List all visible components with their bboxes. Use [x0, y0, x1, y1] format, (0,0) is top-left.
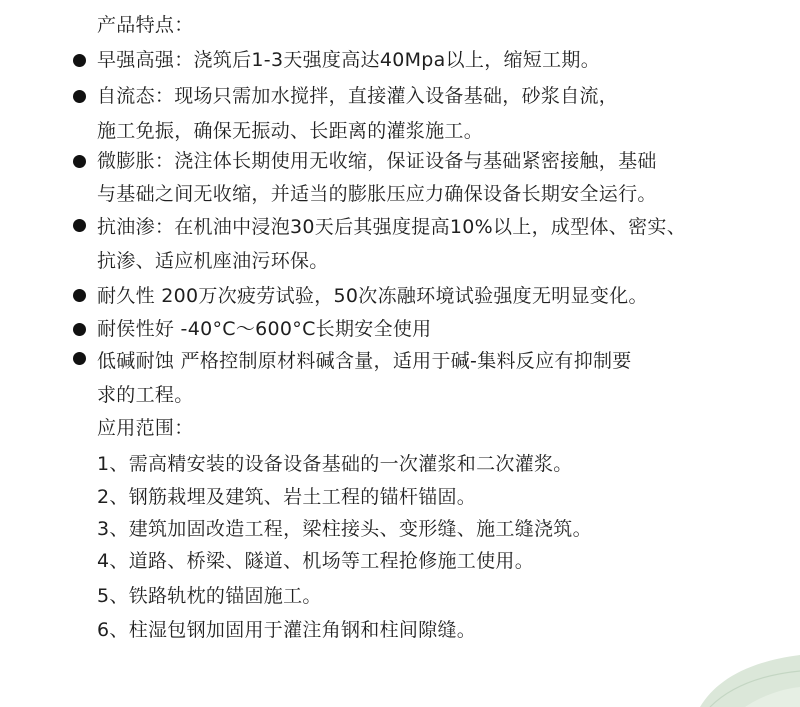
features-heading: 产品特点：: [97, 14, 194, 36]
bullet-icon: [73, 90, 86, 103]
feature-line: 耐侯性好 -40°C～600°C长期安全使用: [97, 318, 432, 340]
feature-line: 早强高强：浇筑后1-3天强度高达40Mpa以上，缩短工期。: [97, 49, 601, 71]
application-item: 5、铁路轨枕的锚固施工。: [97, 585, 322, 607]
application-item: 6、柱湿包钢加固用于灌注角钢和柱间隙缝。: [97, 619, 477, 641]
bullet-icon: [73, 289, 86, 302]
bullet-icon: [73, 352, 86, 365]
feature-line: 微膨胀：浇注体长期使用无收缩，保证设备与基础紧密接触，基础: [97, 150, 657, 172]
feature-line: 施工免振，确保无振动、长距离的灌浆施工。: [97, 120, 484, 142]
application-item: 4、道路、桥梁、隧道、机场等工程抢修施工使用。: [97, 550, 534, 572]
feature-line: 抗渗、适应机座油污环保。: [97, 250, 329, 272]
application-item: 3、建筑加固改造工程，梁柱接头、变形缝、施工缝浇筑。: [97, 518, 592, 540]
bullet-icon: [73, 219, 86, 232]
applications-heading: 应用范围：: [97, 417, 194, 439]
feature-line: 求的工程。: [97, 384, 194, 406]
application-item: 1、需高精安装的设备设备基础的一次灌浆和二次灌浆。: [97, 453, 573, 475]
bullet-icon: [73, 54, 86, 67]
bullet-icon: [73, 323, 86, 336]
bullet-icon: [73, 155, 86, 168]
feature-line: 耐久性 200万次疲劳试验，50次冻融环境试验强度无明显变化。: [97, 285, 648, 307]
application-item: 2、钢筋栽埋及建筑、岩土工程的锚杆锚固。: [97, 486, 477, 508]
leaf-decoration-icon: [690, 637, 800, 707]
feature-line: 自流态：现场只需加水搅拌，直接灌入设备基础，砂浆自流，: [97, 85, 619, 107]
feature-line: 与基础之间无收缩，并适当的膨胀压应力确保设备长期安全运行。: [97, 183, 657, 205]
feature-line: 低碱耐蚀 严格控制原材料碱含量，适用于碱-集料反应有抑制要: [97, 350, 632, 372]
feature-line: 抗油渗：在机油中浸泡30天后其强度提高10%以上，成型体、密实、: [97, 216, 687, 238]
